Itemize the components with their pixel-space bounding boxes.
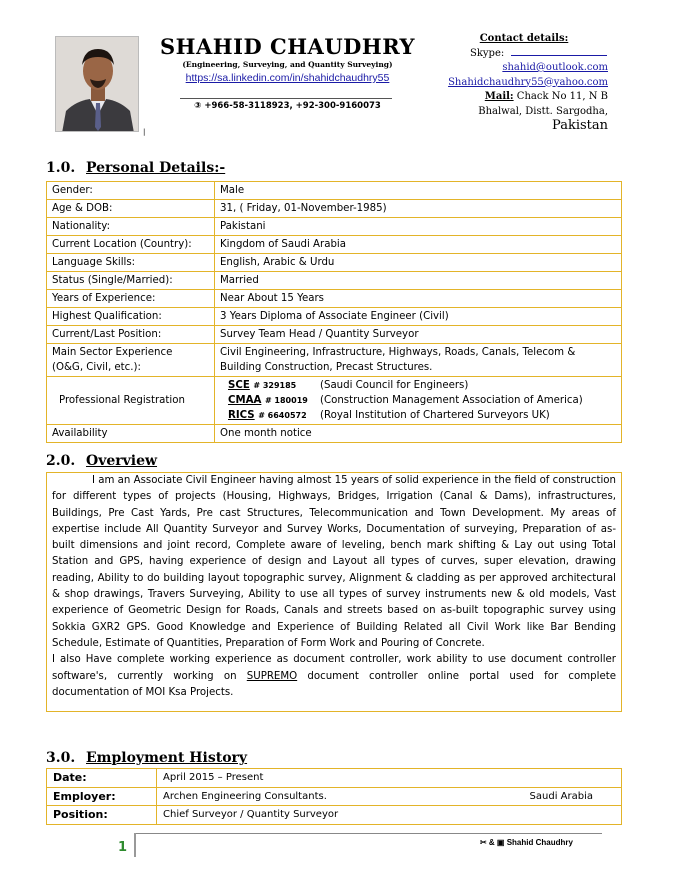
- detail-key: Language Skills:: [47, 254, 215, 272]
- reg-desc: (Construction Management Association of America): [320, 395, 583, 406]
- section-personal-heading: [46, 160, 225, 176]
- reg-desc: (Saudi Council for Engineers): [320, 380, 469, 391]
- detail-key: Nationality:: [47, 218, 215, 236]
- detail-key: Gender:: [47, 182, 215, 200]
- phone-icon: ③: [194, 101, 202, 111]
- mail-address-2: Bhalwal, Distt. Sargodha,: [478, 105, 608, 117]
- main-sector-key-2: (O&G, Civil, etc.):: [52, 362, 141, 373]
- table-row: [47, 344, 622, 377]
- detail-key: Age & DOB:: [47, 200, 215, 218]
- section-title: Overview: [86, 453, 158, 469]
- registration-item: [220, 393, 616, 408]
- detail-value: Kingdom of Saudi Arabia: [215, 236, 622, 254]
- table-row: [47, 769, 622, 788]
- emp-value: Chief Surveyor / Quantity Surveyor: [157, 806, 622, 825]
- detail-value: [215, 344, 622, 377]
- emp-key: Date:: [47, 769, 157, 788]
- emp-value: April 2015 – Present: [157, 769, 622, 788]
- section-number: 3.0.: [46, 750, 76, 766]
- emp-key: Position:: [47, 806, 157, 825]
- section-number: 2.0.: [46, 453, 76, 469]
- footer-divider: [134, 833, 602, 834]
- table-row: [47, 806, 622, 825]
- phone-numbers: +966-58-3118923, +92-300-9160073: [204, 101, 381, 111]
- section-title: Personal Details:-: [86, 160, 226, 176]
- detail-value: Near About 15 Years: [215, 290, 622, 308]
- detail-key: Availability: [47, 425, 215, 443]
- registration-key: Professional Registration: [47, 377, 215, 425]
- reg-desc: (Royal Institution of Chartered Surveyors UK): [320, 410, 550, 421]
- skype-label: Skype:: [470, 47, 505, 59]
- mail-label: Mail:: [484, 91, 514, 102]
- detail-key: Status (Single/Married):: [47, 272, 215, 290]
- emp-value: [157, 787, 622, 806]
- main-sector-value-1: Civil Engineering, Infrastructure, Highways, Roads, Canals, Telecom &: [220, 347, 576, 358]
- employer-name: Archen Engineering Consultants.: [163, 790, 327, 802]
- table-row: [47, 236, 622, 254]
- section-employment-heading: [46, 750, 247, 766]
- table-row: [47, 787, 622, 806]
- candidate-subtitle: (Engineering, Surveying, and Quantity Surveying): [182, 60, 393, 69]
- detail-key: [47, 344, 215, 377]
- supremo-link: SUPREMO: [246, 670, 298, 682]
- mail-country: Pakistan: [552, 118, 608, 133]
- mail-address-1: Chack No 11, N B: [516, 91, 608, 102]
- registration-value: [215, 377, 622, 425]
- detail-value: Survey Team Head / Quantity Surveyor: [215, 326, 622, 344]
- photo-caret-mark: |: [143, 128, 146, 136]
- reg-code: SCE: [228, 380, 250, 391]
- employment-table: [46, 768, 622, 825]
- table-row: [47, 308, 622, 326]
- table-row: [47, 254, 622, 272]
- detail-value: One month notice: [215, 425, 622, 443]
- detail-key: Current/Last Position:: [47, 326, 215, 344]
- page-number: 1: [118, 840, 128, 855]
- overview-box: [46, 472, 622, 712]
- detail-value: Male: [215, 182, 622, 200]
- candidate-name: SHAHID CHAUDHRY: [160, 34, 415, 59]
- profile-photo: [55, 36, 139, 132]
- table-row: [47, 272, 622, 290]
- table-row: [47, 326, 622, 344]
- reg-number: # 180019: [264, 396, 308, 405]
- reg-number: # 329185: [253, 381, 297, 390]
- skype-line: [440, 47, 608, 62]
- section-overview-heading: [46, 453, 157, 469]
- table-row: [47, 200, 622, 218]
- footer-vertical-bar: [134, 833, 136, 857]
- contact-details: [440, 32, 608, 134]
- overview-p2-start: I also Have complete working experience as document controller, work ability to use document controller software's, currently working on: [52, 654, 616, 682]
- mail-line: [440, 90, 608, 105]
- detail-value: Married: [215, 272, 622, 290]
- reg-number: # 6640572: [258, 411, 307, 420]
- table-row: [47, 290, 622, 308]
- header-divider: [180, 98, 392, 99]
- detail-value: 3 Years Diploma of Associate Engineer (Civil): [215, 308, 622, 326]
- employer-country: Saudi Arabia: [529, 790, 593, 802]
- footer-name: ✂ & ▣ Shahid Chaudhry: [480, 838, 573, 847]
- portrait-image: [56, 37, 139, 132]
- detail-key: Current Location (Country):: [47, 236, 215, 254]
- skype-value-line: [511, 55, 607, 56]
- phone-line: [160, 101, 415, 111]
- detail-key: Years of Experience:: [47, 290, 215, 308]
- overview-p2-end: document controller online portal used for complete documentation of MOI Ksa Projects.: [52, 670, 616, 698]
- detail-value: English, Arabic & Urdu: [215, 254, 622, 272]
- detail-value: Pakistani: [215, 218, 622, 236]
- overview-paragraph-2: [52, 652, 616, 701]
- email-secondary[interactable]: Shahidchaudhry55@yahoo.com: [448, 76, 608, 88]
- detail-key: Highest Qualification:: [47, 308, 215, 326]
- overview-paragraph-1: I am an Associate Civil Engineer having almost 15 years of solid experience in the field of construction for different types of projects (Housing, Highways, Bridges, Irrigation (Canal & Dams), infrastructures, Buildings, Pre Cast Yards, Pre cast Structures, Telecommunication and Town Development. My areas of expertise include All Quantity Surveyor and Survey Works, Documentation of surveying, Preparation of as-built dimensions and joint record, Complete aware of leveling, bench mark shifting & Lay out using Total Station and GPS, having experience of design and Layout all types of curves, super elevation, drawing reading, Ability to do building layout topographic survey, Alignment & cladding as per approved architectural & shop drawings, Travers Surveying, Ability to use all types of survey instruments new & old models, Vast experience of Geometric Design for Roads, Canals and streets based on as-built topographic survey using Sokkia GXR2 GPS. Good Knowledge and Experience of Building Related all Civil Work like Bar Bending Schedule, Estimate of Quantities, Preparation of Form Work and Pouring of Concrete.: [52, 475, 616, 649]
- registration-item: [220, 408, 616, 423]
- detail-value: 31, ( Friday, 01-November-1985): [215, 200, 622, 218]
- reg-code: CMAA: [228, 395, 262, 406]
- personal-details-table: [46, 181, 622, 443]
- contact-title: Contact details:: [479, 33, 569, 44]
- section-title: Employment History: [86, 750, 248, 766]
- table-row: [47, 182, 622, 200]
- table-row: [47, 425, 622, 443]
- table-row: [47, 377, 622, 425]
- email-primary[interactable]: shahid@outlook.com: [502, 62, 608, 73]
- table-row: [47, 218, 622, 236]
- linkedin-link[interactable]: https://sa.linkedin.com/in/shahidchaudhry55: [185, 72, 390, 84]
- main-sector-value-2: Building Construction, Precast Structures.: [220, 362, 433, 373]
- registration-item: [220, 378, 616, 393]
- emp-key: Employer:: [47, 787, 157, 806]
- reg-code: RICS: [228, 410, 255, 421]
- main-sector-key-1: Main Sector Experience: [52, 347, 173, 358]
- section-number: 1.0.: [46, 160, 76, 176]
